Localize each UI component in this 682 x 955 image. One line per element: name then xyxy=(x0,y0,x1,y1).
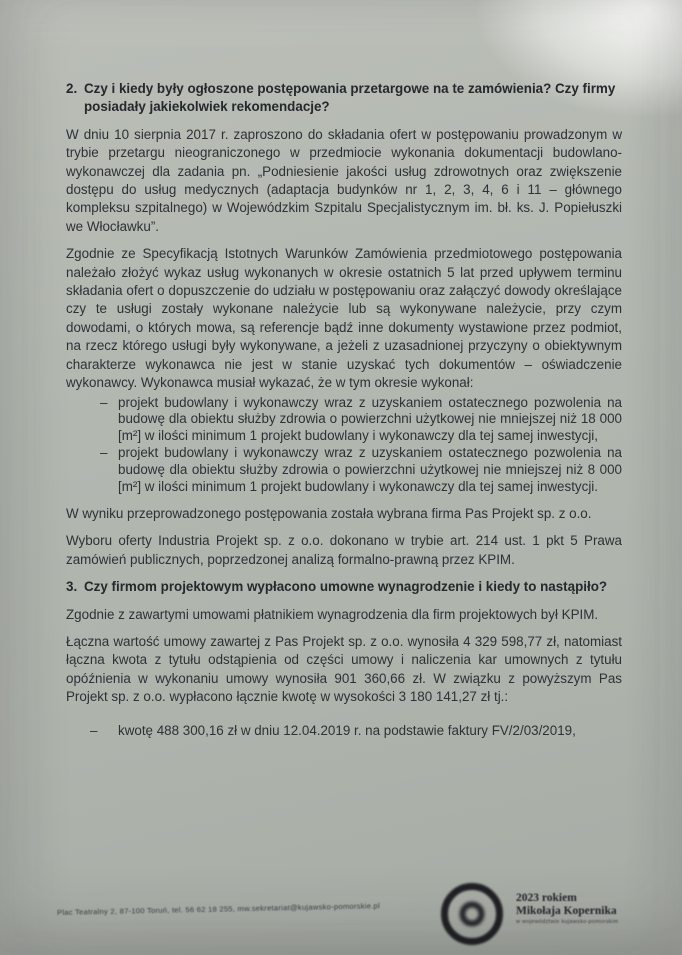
bullet-text: projekt budowlany i wykonawczy wraz z uzyskaniem ostatecznego pozwolenia na budowę dla obiektu służby zdrowia o powierzchni użytkowej nie mniejszej niż 8 000 [m²] w ilości minimum 1 projekt budowlany i wykonawczy dla tej samej inwestycji. xyxy=(118,445,622,495)
bullet-dash: – xyxy=(100,445,108,461)
question-3-number: 3. xyxy=(66,579,78,595)
list-item xyxy=(66,445,622,496)
question-2-text: Czy i kiedy były ogłoszone postępowania przetargowe na te zamówienia? Czy firmy posiadały jakiekolwiek rekomendacje? xyxy=(84,81,616,115)
bullet-dash: – xyxy=(90,722,98,738)
paragraph-contract-value: Łączna wartość umowy zawartej z Pas Projekt sp. z o.o. wynosiła 4 329 598,77 zł, natomiast łączna kwota z tytułu odstąpienia od części umowy i naliczenia kar umownych z tytułu opóźnienia w wykonaniu umowy wynosiła 901 360,66 zł. W związku z powyższym Pas Projekt sp. z o.o. wypłacono łącznie kwotę w wysokości 3 180 141,27 zł tj.: xyxy=(66,633,622,705)
copernicus-year-line1: 2023 rokiem xyxy=(516,892,577,904)
letter-footer xyxy=(0,878,682,955)
copernicus-emblem-icon xyxy=(441,883,503,945)
question-2-number: 2. xyxy=(66,81,78,96)
paragraph-selection-mode: Wyboru oferty Industria Projekt sp. z o.o. dokonano w trybie art. 214 ust. 1 pkt 5 Prawa zamówień publicznych, poprzedzonej analizą formalno-prawną przez KPIM. xyxy=(66,533,622,567)
bullet-text: kwotę 488 300,16 zł w dniu 12.04.2019 r. na podstawie faktury FV/2/03/2019, xyxy=(118,722,576,738)
footer-address: Plac Teatralny 2, 87-100 Toruń, tel. 56 62 18 255, mw.sekretariat@kujawsko-pomorskie.pl xyxy=(56,901,381,917)
bullet-text: projekt budowlany i wykonawczy wraz z uzyskaniem ostatecznego pozwolenia na budowę dla obiektu służby zdrowia o powierzchni użytkowej nie mniejszej niż 18 000 [m²] w ilości minimum 1 projekt budowlany i wykonawczy dla tej samej inwestycji, xyxy=(118,394,622,444)
paragraph-selected-firm: W wyniku przeprowadzonego postępowania została wybrana firma Pas Projekt sp. z o.o. xyxy=(66,505,592,521)
question-3-heading xyxy=(66,578,622,596)
copernicus-year-line2: Mikołaja Kopernika xyxy=(516,905,617,917)
list-item xyxy=(66,722,622,740)
question-3-text: Czy firmom projektowym wypłacono umowne wynagrodzenie i kiedy to nastąpiło? xyxy=(84,579,608,595)
document-body xyxy=(66,80,622,749)
paragraph-siwz-requirements: Zgodnie ze Specyfikacją Istotnych Warunków Zamówienia przedmiotowego postępowania należało złożyć wykaz usług wykonanych w okresie ostatnich 5 lat przed upływem terminu składania ofert o dopuszczenie do udziału w postępowaniu oraz załączyć dowody określające czy te usługi zostały wykonane należycie lub są wykonywane należycie, przy czym dowodami, o których mowa, są referencje bądź inne dokumenty wystawione przez podmiot, na rzecz którego usługi były wykonywane, a jeżeli z uzasadnionej przyczyny o obiektywnym charakterze wykonawca nie jest w stanie uzyskać tych dokumentów – oświadczenie wykonawcy. Wykonawca musiał wykazać, że w tym okresie wykonał: xyxy=(66,246,622,391)
bullet-dash: – xyxy=(100,394,108,410)
requirements-bullet-list xyxy=(66,395,622,496)
copernicus-year-caption xyxy=(516,892,666,926)
question-2-heading xyxy=(66,80,622,117)
paragraph-payer: Zgodnie z zawartymi umowami płatnikiem wynagrodzenia dla firm projektowych był KPIM. xyxy=(66,606,599,622)
emblem-inner-ring xyxy=(460,902,485,927)
list-item xyxy=(66,395,622,446)
payments-bullet-list xyxy=(66,722,622,740)
paragraph-tender-invitation: W dniu 10 sierpnia 2017 r. zaproszono do składania ofert w postępowaniu prowadzonym w trybie przetargu nieograniczonego w przedmiocie wykonania dokumentacji budowlano-wykonawczej dla zadania pn. „Podniesienie jakości usług zdrowotnych oraz zwiększenie dostępu do usług medycznych (adaptacja budynków nr 1, 2, 3, 4, 6 i 11 – głównego kompleksu szpitalnego) w Wojewódzkim Szpitalu Specjalistycznym im. bł. ks. J. Popiełuszki we Włocławku”. xyxy=(66,126,622,234)
copernicus-year-subtitle: w województwie kujawsko-pomorskim xyxy=(516,919,619,925)
